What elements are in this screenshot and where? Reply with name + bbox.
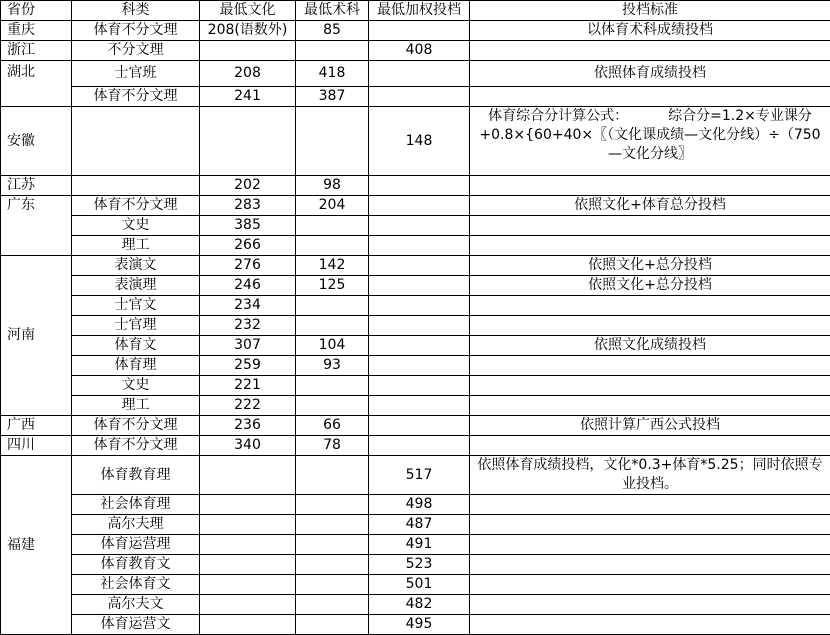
table-row (1, 296, 830, 316)
subject-cell: 体育不分文理 (72, 21, 200, 41)
table-row (1, 41, 830, 61)
standard-cell (470, 236, 830, 256)
skill-cell (296, 595, 369, 615)
culture-cell: 221 (200, 376, 296, 396)
skill-cell (296, 535, 369, 555)
standard-cell: 依照文化+总分投档 (470, 276, 830, 296)
weighted-cell (369, 316, 470, 336)
culture-cell (200, 515, 296, 535)
subject-cell: 文史 (72, 376, 200, 396)
subject-cell: 表演理 (72, 276, 200, 296)
skill-cell (296, 316, 369, 336)
subject-cell: 体育教育文 (72, 555, 200, 575)
culture-cell: 222 (200, 396, 296, 416)
province-cell: 浙江 (1, 41, 72, 61)
province-cell: 湖北 (1, 61, 72, 107)
header-province: 省份 (1, 1, 72, 21)
weighted-cell (369, 376, 470, 396)
table-row (1, 416, 830, 436)
culture-cell: 307 (200, 336, 296, 356)
culture-cell: 246 (200, 276, 296, 296)
skill-cell (296, 555, 369, 575)
skill-cell: 104 (296, 336, 369, 356)
subject-cell: 不分文理 (72, 41, 200, 61)
table-row (1, 356, 830, 376)
culture-cell: 202 (200, 176, 296, 196)
table-row (1, 396, 830, 416)
subject-cell: 体育不分文理 (72, 416, 200, 436)
skill-cell (296, 495, 369, 515)
subject-cell: 社会体育文 (72, 575, 200, 595)
subject-cell (72, 107, 200, 176)
table-row (1, 515, 830, 535)
standard-cell (470, 87, 830, 107)
table-row (1, 87, 830, 107)
weighted-cell: 487 (369, 515, 470, 535)
subject-cell: 士官班 (72, 61, 200, 87)
table-row (1, 316, 830, 336)
skill-cell (296, 216, 369, 236)
table-row (1, 336, 830, 356)
header-min-skill: 最低术科 (296, 1, 369, 21)
skill-cell (296, 456, 369, 495)
culture-cell: 208 (200, 61, 296, 87)
skill-cell: 66 (296, 416, 369, 436)
weighted-cell: 495 (369, 615, 470, 635)
weighted-cell (369, 356, 470, 376)
subject-cell: 体育运营理 (72, 535, 200, 555)
subject-cell: 士官理 (72, 316, 200, 336)
standard-cell: 依照体育成绩投档，文化*0.3+体育*5.25；同时依照专业投档。 (470, 456, 830, 495)
standard-cell (470, 216, 830, 236)
formula-title: 体育综合分计算公式： (488, 108, 628, 124)
table-row (1, 436, 830, 456)
skill-cell: 142 (296, 256, 369, 276)
skill-cell: 98 (296, 176, 369, 196)
culture-cell: 236 (200, 416, 296, 436)
standard-cell: 依照文化+体育总分投档 (470, 196, 830, 216)
header-standard: 投档标准 (470, 1, 830, 21)
weighted-cell (369, 396, 470, 416)
table-row (1, 256, 830, 276)
standard-cell (470, 41, 830, 61)
weighted-cell: 491 (369, 535, 470, 555)
subject-cell: 体育教育理 (72, 456, 200, 495)
skill-cell (296, 376, 369, 396)
culture-cell (200, 535, 296, 555)
skill-cell (296, 575, 369, 595)
skill-cell: 85 (296, 21, 369, 41)
weighted-cell: 517 (369, 456, 470, 495)
weighted-cell (369, 236, 470, 256)
table-row (1, 276, 830, 296)
subject-cell: 体育不分文理 (72, 436, 200, 456)
culture-cell (200, 456, 296, 495)
culture-cell: 232 (200, 316, 296, 336)
culture-cell: 234 (200, 296, 296, 316)
culture-cell: 340 (200, 436, 296, 456)
subject-cell: 理工 (72, 396, 200, 416)
weighted-cell (369, 436, 470, 456)
skill-cell: 204 (296, 196, 369, 216)
subject-cell: 理工 (72, 236, 200, 256)
weighted-cell (369, 276, 470, 296)
header-min-culture: 最低文化 (200, 1, 296, 21)
culture-cell: 208(语数外) (200, 21, 296, 41)
standard-cell (470, 176, 830, 196)
standard-cell (470, 436, 830, 456)
weighted-cell (369, 176, 470, 196)
culture-cell (200, 595, 296, 615)
weighted-cell: 501 (369, 575, 470, 595)
table-row (1, 236, 830, 256)
subject-cell: 体育不分文理 (72, 196, 200, 216)
standard-cell: 依照文化+总分投档 (470, 256, 830, 276)
culture-cell (200, 495, 296, 515)
table-row (1, 495, 830, 515)
skill-cell: 387 (296, 87, 369, 107)
weighted-cell (369, 87, 470, 107)
subject-cell: 体育运营文 (72, 615, 200, 635)
province-cell: 广东 (1, 196, 72, 256)
province-cell: 河南 (1, 256, 72, 416)
subject-cell (72, 176, 200, 196)
skill-cell (296, 296, 369, 316)
table-row (1, 376, 830, 396)
culture-cell: 259 (200, 356, 296, 376)
table-row (1, 107, 830, 176)
weighted-cell (369, 256, 470, 276)
weighted-cell: 482 (369, 595, 470, 615)
culture-cell: 385 (200, 216, 296, 236)
standard-cell (470, 575, 830, 595)
standard-cell (470, 107, 830, 176)
culture-cell (200, 41, 296, 61)
standard-cell (470, 356, 830, 376)
subject-cell: 高尔夫文 (72, 595, 200, 615)
standard-cell: 以体育术科成绩投档 (470, 21, 830, 41)
culture-cell: 283 (200, 196, 296, 216)
province-cell: 安徽 (1, 107, 72, 176)
skill-cell (296, 41, 369, 61)
weighted-cell: 148 (369, 107, 470, 176)
skill-cell (296, 236, 369, 256)
standard-cell: 依照文化成绩投档 (470, 336, 830, 356)
weighted-cell (369, 296, 470, 316)
formula-text: 综合分=1.2×专业课分+0.8×{60+40×〖（文化课成绩—文化分线）÷（750—文化分线〗 (479, 108, 820, 162)
weighted-cell: 498 (369, 495, 470, 515)
table-row (1, 61, 830, 87)
header-row (1, 1, 830, 21)
table-row (1, 555, 830, 575)
standard-cell (470, 396, 830, 416)
skill-cell (296, 515, 369, 535)
table-row (1, 595, 830, 615)
standard-cell (470, 595, 830, 615)
weighted-cell (369, 196, 470, 216)
province-cell: 江苏 (1, 176, 72, 196)
culture-cell: 276 (200, 256, 296, 276)
standard-cell (470, 376, 830, 396)
weighted-cell: 523 (369, 555, 470, 575)
skill-cell (296, 396, 369, 416)
table-row (1, 176, 830, 196)
province-cell: 四川 (1, 436, 72, 456)
subject-cell: 表演文 (72, 256, 200, 276)
standard-cell (470, 495, 830, 515)
table-row (1, 216, 830, 236)
table-row (1, 456, 830, 495)
subject-cell: 体育文 (72, 336, 200, 356)
culture-cell (200, 555, 296, 575)
culture-cell: 266 (200, 236, 296, 256)
table-row (1, 21, 830, 41)
skill-cell: 418 (296, 61, 369, 87)
skill-cell: 78 (296, 436, 369, 456)
subject-cell: 高尔夫理 (72, 515, 200, 535)
culture-cell (200, 107, 296, 176)
skill-cell: 93 (296, 356, 369, 376)
weighted-cell (369, 336, 470, 356)
standard-cell (470, 535, 830, 555)
subject-cell: 士官文 (72, 296, 200, 316)
subject-cell: 社会体育理 (72, 495, 200, 515)
skill-cell: 125 (296, 276, 369, 296)
culture-cell (200, 575, 296, 595)
subject-cell: 体育理 (72, 356, 200, 376)
standard-cell: 依照计算广西公式投档 (470, 416, 830, 436)
subject-cell: 文史 (72, 216, 200, 236)
weighted-cell: 408 (369, 41, 470, 61)
table-row (1, 535, 830, 555)
standard-cell (470, 515, 830, 535)
province-cell: 重庆 (1, 21, 72, 41)
culture-cell: 241 (200, 87, 296, 107)
table-row (1, 196, 830, 216)
standard-cell (470, 296, 830, 316)
header-min-weighted: 最低加权投档 (369, 1, 470, 21)
subject-cell: 体育不分文理 (72, 87, 200, 107)
standard-cell (470, 316, 830, 336)
standard-cell (470, 555, 830, 575)
table-row (1, 575, 830, 595)
skill-cell (296, 107, 369, 176)
province-cell: 广西 (1, 416, 72, 436)
header-subject: 科类 (72, 1, 200, 21)
province-cell: 福建 (1, 456, 72, 635)
weighted-cell (369, 21, 470, 41)
standard-cell: 依照体育成绩投档 (470, 61, 830, 87)
weighted-cell (369, 416, 470, 436)
weighted-cell (369, 61, 470, 87)
weighted-cell (369, 216, 470, 236)
